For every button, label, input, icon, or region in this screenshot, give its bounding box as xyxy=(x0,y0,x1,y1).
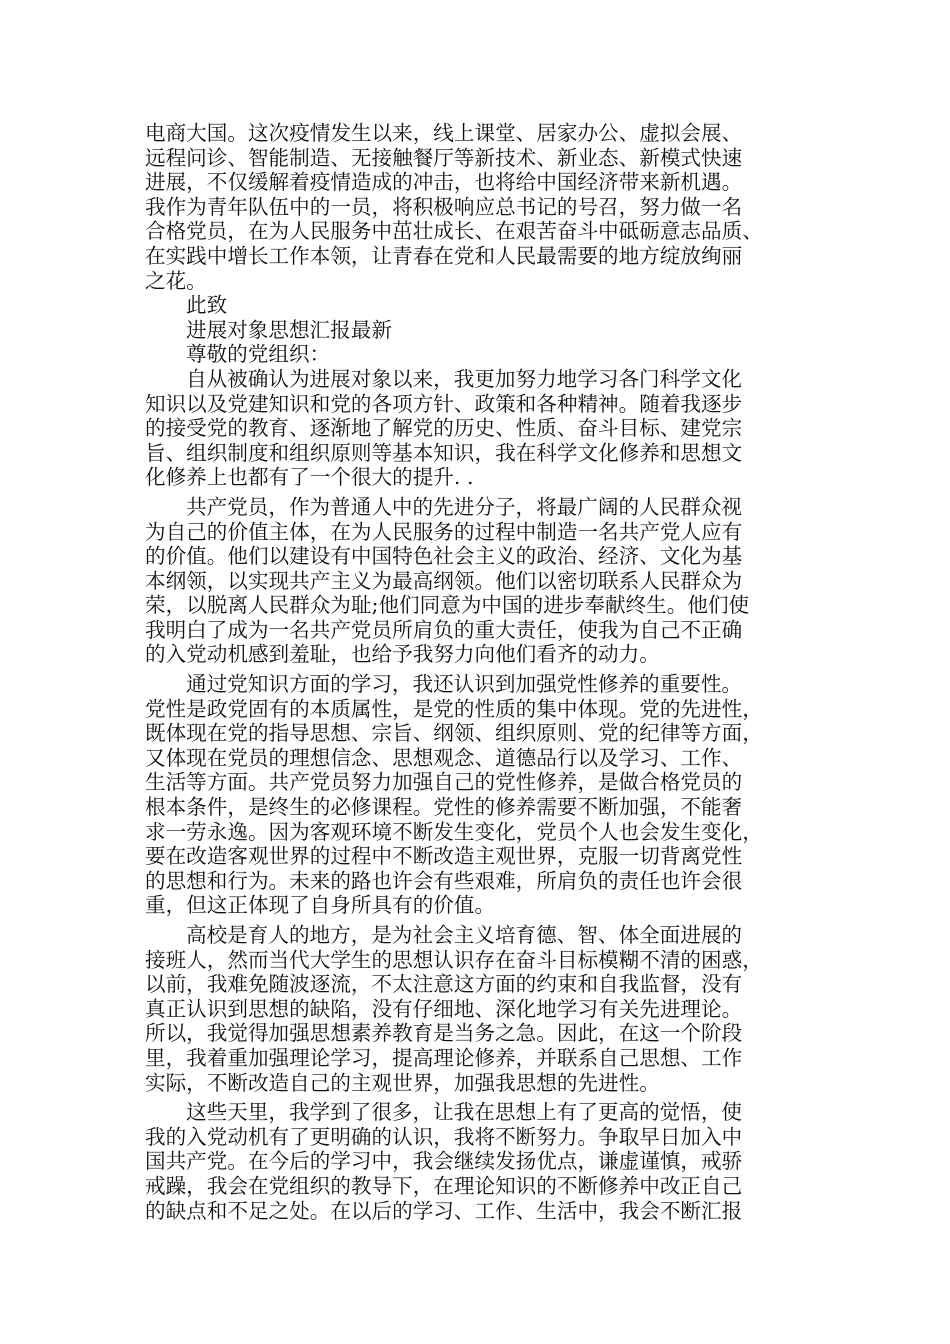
text-line: 既体现在党的指导思想、宗旨、纲领、组织原则、党的纪律等方面， xyxy=(145,721,763,746)
text-line: 进展，不仅缓解着疫情造成的冲击，也将给中国经济带来新机遇。 xyxy=(145,170,743,195)
text-line: 本纲领，以实现共产主义为最高纲领。他们以密切联系人民群众为 xyxy=(145,568,743,593)
text-line: 我作为青年队伍中的一员，将积极响应总书记的号召，努力做一名 xyxy=(145,194,743,219)
text-line: 党性是政党固有的本质属性，是党的性质的集中体现。党的先进性， xyxy=(145,696,763,721)
text-line: 合格党员，在为人民服务中茁壮成长、在艰苦奋斗中砥砺意志品质、 xyxy=(145,219,763,244)
text-line: 之花。 xyxy=(145,268,207,293)
text-line: 以前，我难免随波逐流，不太注意这方面的约束和自我监督，没有 xyxy=(145,972,743,997)
text-line: 电商大国。这次疫情发生以来，线上课堂、居家办公、虚拟会展、 xyxy=(145,121,743,145)
text-line: 为自己的价值主体，在为人民服务的过程中制造一名共产党人应有 xyxy=(145,519,743,544)
salutation: 尊敬的党组织： xyxy=(186,342,331,367)
text-line: 重，但这正体现了自身所具有的价值。 xyxy=(145,893,496,918)
text-line: 真正认识到思想的缺陷，没有仔细地、深化地学习有关先进理论。 xyxy=(145,996,743,1021)
text-line: 戒躁，我会在党组织的教导下，在理论知识的不断修养中改正自己 xyxy=(145,1173,743,1198)
text-line: 里，我着重加强理论学习，提高理论修养，并联系自己思想、工作 xyxy=(145,1045,743,1070)
document-page xyxy=(145,121,815,1223)
text-line: 在实践中增长工作本领，让青春在党和人民最需要的地方绽放绚丽 xyxy=(145,243,743,268)
paragraph xyxy=(145,1100,815,1223)
text-line: 根本条件，是终生的必修课程。党性的修养需要不断加强，不能奢 xyxy=(145,795,743,820)
text-line: 国共产党。在今后的学习中，我会继续发扬优点，谦虚谨慎，戒骄 xyxy=(145,1149,743,1174)
text-line: 知识以及党建知识和党的各项方针、政策和各种精神。随着我逐步 xyxy=(145,391,743,416)
paragraph xyxy=(145,672,815,918)
sign-off: 此致 xyxy=(186,293,228,318)
text-line: 化修养上也都有了一个很大的提升. . xyxy=(145,465,474,490)
text-line: 实际，不断改造自己的主观世界，加强我思想的先进性。 xyxy=(145,1070,660,1095)
text-line: 的缺点和不足之处。在以后的学习、工作、生活中，我会不断汇报 xyxy=(145,1198,743,1223)
text-line: 我明白了成为一名共产党员所肩负的重大责任，使我为自己不正确 xyxy=(145,617,743,642)
text-line: 旨、组织制度和组织原则等基本知识，我在科学文化修养和思想文 xyxy=(145,440,743,465)
text-line: 的价值。他们以建设有中国特色社会主义的政治、经济、文化为基 xyxy=(145,544,743,569)
paragraph xyxy=(145,367,815,490)
text-line: 高校是育人的地方，是为社会主义培育德、智、体全面进展的 xyxy=(186,923,743,947)
text-line: 这些天里，我学到了很多，让我在思想上有了更高的觉悟，使 xyxy=(186,1100,743,1125)
text-line: 要在改造客观世界的过程中不断改造主观世界，克服一切背离党性 xyxy=(145,844,743,869)
text-line: 通过党知识方面的学习，我还认识到加强党性修养的重要性。 xyxy=(186,672,743,697)
text-line: 共产党员，作为普通人中的先进分子，将最广阔的人民群众视 xyxy=(186,494,743,519)
text-line: 生活等方面。共产党员努力加强自己的党性修养，是做合格党员的 xyxy=(145,770,743,795)
text-line: 荣，以脱离人民群众为耻;他们同意为中国的进步奉献终生。他们使 xyxy=(145,593,750,618)
text-line: 远程问诊、智能制造、无接触餐厅等新技术、新业态、新模式快速 xyxy=(145,145,743,170)
paragraph xyxy=(145,923,815,1095)
text-line: 自从被确认为进展对象以来，我更加努力地学习各门科学文化 xyxy=(186,366,743,391)
section-title: 进展对象思想汇报最新 xyxy=(186,317,392,342)
text-line: 的入党动机感到羞耻，也给予我努力向他们看齐的动力。 xyxy=(145,642,660,667)
text-line: 求一劳永逸。因为客观环境不断发生变化，党员个人也会发生变化， xyxy=(145,819,763,844)
text-line: 的接受党的教育、逐渐地了解党的历史、性质、奋斗目标、建党宗 xyxy=(145,416,743,441)
paragraph xyxy=(145,495,815,667)
text-line: 接班人，然而当代大学生的思想认识存在奋斗目标模糊不清的困惑， xyxy=(145,947,763,972)
text-line: 的思想和行为。未来的路也许会有些艰难，所肩负的责任也许会很 xyxy=(145,868,743,893)
text-line: 又体现在党员的理想信念、思想观念、道德品行以及学习、工作、 xyxy=(145,745,743,770)
text-line: 我的入党动机有了更明确的认识，我将不断努力。争取早日加入中 xyxy=(145,1124,743,1149)
closing-paragraph xyxy=(145,121,815,293)
text-line: 所以，我觉得加强思想素养教育是当务之急。因此，在这一个阶段 xyxy=(145,1021,743,1046)
